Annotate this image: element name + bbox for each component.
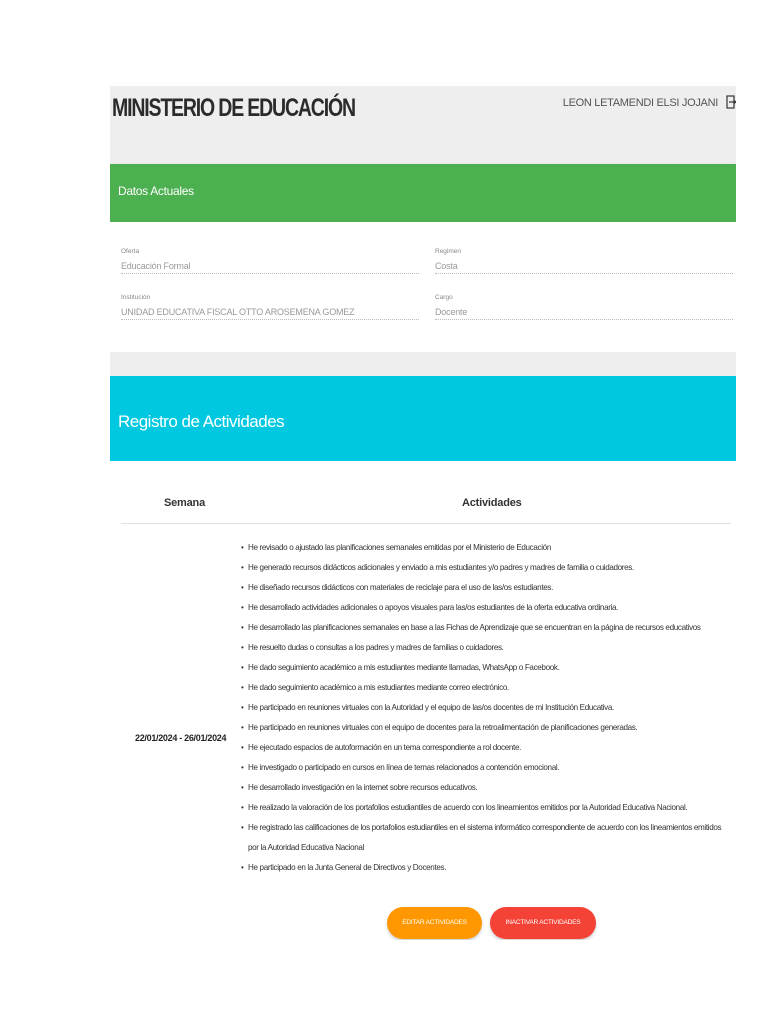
field-institucion[interactable] [121,288,419,320]
column-header-actividades: Actividades [462,497,522,509]
field-regimen[interactable] [435,242,733,274]
field-cargo[interactable] [435,288,733,320]
field-cargo-label: Cargo [435,294,453,301]
activity-item: • He desarrollado las planificaciones semanales en base a las Fichas de Aprendizaje que se encuentran en la página de recursos educativos [241,618,731,638]
activity-item: • He investigado o participado en cursos en línea de temas relacionados a contención emocional. [241,758,731,778]
datos-actuales-title: Datos Actuales [118,184,194,198]
field-institucion-value: UNIDAD EDUCATIVA FISCAL OTTO AROSEMENA GOMEZ [121,307,355,317]
activity-item: • He participado en la Junta General de Directivos y Docentes. [241,858,731,878]
field-institucion-label: Institución [121,294,151,301]
registro-header [110,376,736,461]
inactivate-activities-button[interactable]: INACTIVAR ACTIVIDADES [490,907,596,939]
activity-item: • He diseñado recursos didácticos con materiales de reciclaje para el uso de las/os estudiantes. [241,578,731,598]
activity-item: • He desarrollado actividades adicionales o apoyos visuales para las/os estudiantes de la oferta educativa ordinaria. [241,598,731,618]
week-cell: 22/01/2024 - 26/01/2024 [135,733,227,743]
activity-item: • He generado recursos didácticos adicionales y enviado a mis estudiantes y/o padres y madres de familia o cuidadores. [241,558,731,578]
activity-item: • He desarrollado investigación en la internet sobre recursos educativos. [241,778,731,798]
datos-actuales-header [110,164,736,222]
header-divider [121,523,731,524]
ministry-logo: MINISTERIO DE EDUCACIÓN [112,94,355,122]
activity-item: • He dado seguimiento académico a mis estudiantes mediante correo electrónico. [241,678,731,698]
column-header-semana: Semana [164,497,205,509]
field-regimen-label: Regimen [435,248,462,255]
datos-actuales-card [110,222,736,352]
field-oferta-value: Educación Formal [121,261,191,271]
top-bar [110,86,736,132]
logout-icon[interactable] [726,95,736,109]
field-oferta-label: Oferta [121,248,140,255]
activity-item: • He resuelto dudas o consultas a los padres y madres de familias o cuidadores. [241,638,731,658]
edit-activities-button[interactable]: EDITAR ACTIVIDADES [387,907,482,939]
activity-item: • He ejecutado espacios de autoformación en un tema correspondiente a rol docente. [241,738,731,758]
activity-item: • He realizado la valoración de los portafolios estudiantiles de acuerdo con los lineamientos emitidos por la Autoridad Educativa Nacional. [241,798,731,818]
activity-item: • He participado en reuniones virtuales con la Autoridad y el equipo de las/os docentes de mi Institución Educativa. [241,698,731,718]
registro-title: Registro de Actividades [118,412,285,431]
activity-item: • He participado en reuniones virtuales con el equipo de docentes para la retroalimentación de planificaciones generadas. [241,718,731,738]
field-regimen-value: Costa [435,261,458,271]
field-oferta[interactable] [121,242,419,274]
activities-list [241,538,731,878]
page-frame [110,86,736,940]
activity-item: • He revisado o ajustado las planificaciones semanales emitidas por el Ministerio de Educación [241,538,731,558]
user-name[interactable]: LEON LETAMENDI ELSI JOJANI [562,97,718,109]
field-cargo-value: Docente [435,307,468,317]
activity-item: • He dado seguimiento académico a mis estudiantes mediante llamadas, WhatsApp o Facebook. [241,658,731,678]
registro-card [110,461,736,940]
activity-item: • He registrado las calificaciones de los portafolios estudiantiles en el sistema informático correspondiente de acuerdo con los lineamientos emitidos por la Autoridad Educativa Nacional [241,818,731,858]
